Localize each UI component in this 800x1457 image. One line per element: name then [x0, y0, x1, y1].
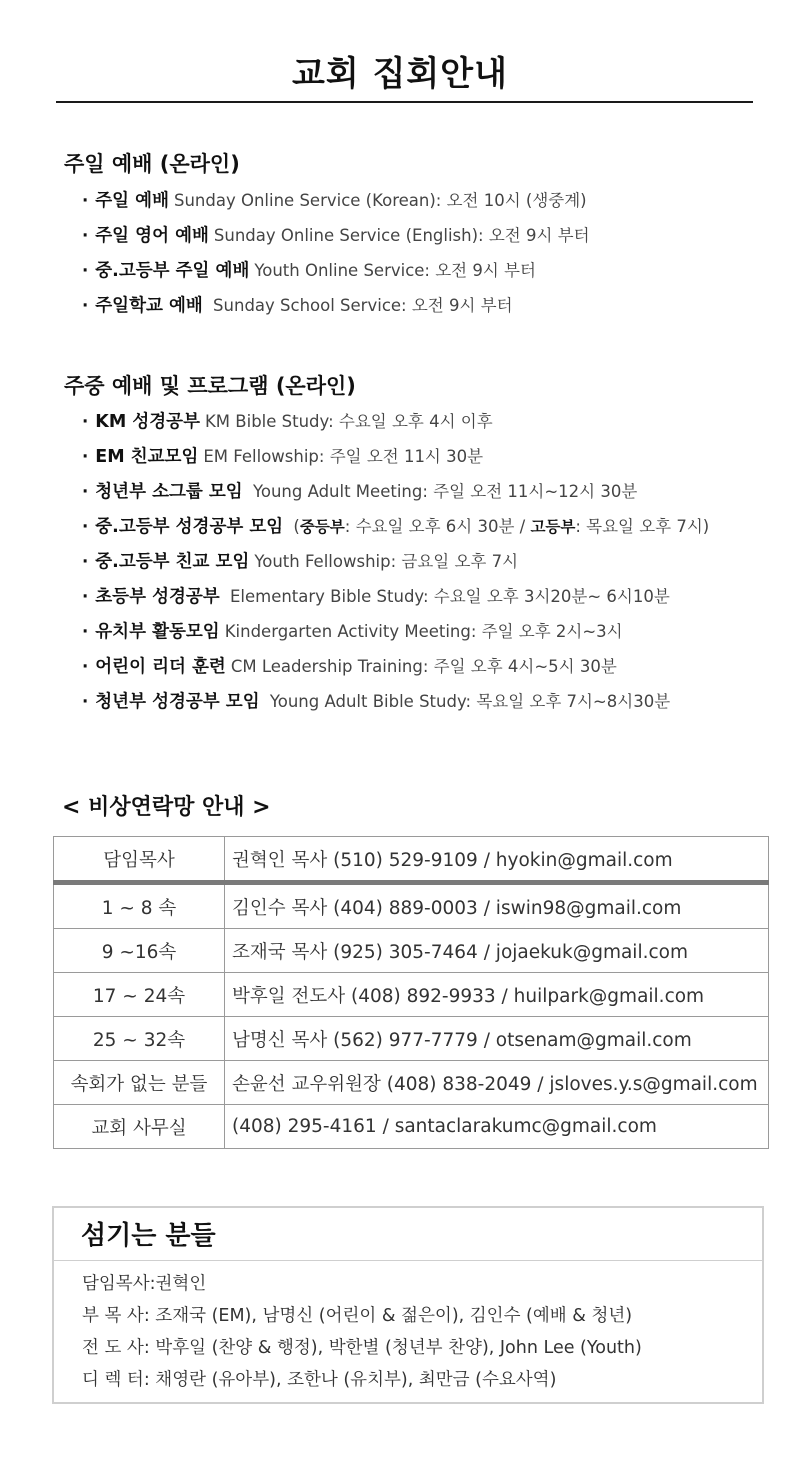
list-item: · 중.고등부 성경공부 모임 (중등부: 수요일 오후 6시 30분 / 고등부: 목요일 오후 7시)	[82, 517, 710, 537]
program-detail: KM Bible Study: 수요일 오후 4시 이후	[204, 412, 493, 431]
program-detail: : 수요일 오후 6시 30분 /	[344, 517, 531, 536]
program-name: KM 성경공부	[95, 412, 200, 432]
program-detail: Young Adult Bible Study: 목요일 오후 7시~8시30분	[264, 692, 671, 711]
service-detail: Sunday Online Service (English): 오전 9시 부터	[213, 226, 590, 245]
emergency-contacts-table	[53, 836, 769, 1149]
contact-group: 9 ~16속	[54, 929, 225, 973]
program-detail: CM Leadership Training: 주일 오후 4시~5시 30분	[230, 657, 617, 676]
table-row	[54, 1105, 769, 1149]
emergency-contacts-heading: < 비상연락망 안내 >	[62, 795, 271, 820]
servers-heading: 섬기는 분들	[81, 1221, 216, 1251]
list-item: · 청년부 소그룹 모임 Young Adult Meeting: 주일 오전 11시~12시 30분	[82, 482, 638, 502]
table-row	[54, 929, 769, 973]
service-detail: Sunday School Service: 오전 9시 부터	[207, 296, 513, 315]
service-name: 주일 영어 예배	[95, 226, 209, 246]
program-detail: Youth Fellowship: 금요일 오후 7시	[254, 552, 519, 571]
contact-group: 담임목사	[54, 837, 225, 883]
contact-info: 조재국 목사 (925) 305-7464 / jojaekuk@gmail.com	[225, 929, 769, 973]
program-name: 유치부 활동모임	[95, 622, 220, 642]
program-detail: Young Adult Meeting: 주일 오전 11시~12시 30분	[247, 482, 638, 501]
table-row	[54, 1061, 769, 1105]
contact-group: 교회 사무실	[54, 1105, 225, 1149]
program-name: 청년부 소그룹 모임	[95, 482, 243, 502]
list-item: · 유치부 활동모임 Kindergarten Activity Meeting: 주일 오후 2시~3시	[82, 622, 623, 642]
program-subgroup: 고등부	[530, 518, 576, 536]
contact-info: 권혁인 목사 (510) 529-9109 / hyokin@gmail.com	[225, 837, 769, 883]
servers-box	[52, 1206, 764, 1404]
contact-info: 박후일 전도사 (408) 892-9933 / huilpark@gmail.com	[225, 973, 769, 1017]
service-detail: Sunday Online Service (Korean): 오전 10시 (생중계)	[174, 191, 587, 210]
list-item: · 주일 영어 예배 Sunday Online Service (English): 오전 9시 부터	[82, 226, 590, 246]
program-name: 중.고등부 성경공부 모임	[95, 517, 284, 537]
program-subgroup: 중등부	[299, 518, 345, 536]
program-detail: (	[288, 517, 300, 536]
program-detail: Elementary Bible Study: 수요일 오후 3시20분~ 6시10분	[224, 587, 670, 606]
table-row	[54, 883, 769, 929]
list-item: · 초등부 성경공부 Elementary Bible Study: 수요일 오후 3시20분~ 6시10분	[82, 587, 670, 607]
sunday-services-list	[82, 183, 590, 323]
list-item: 디 렉 터: 채영란 (유아부), 조한나 (유치부), 최만금 (수요사역)	[82, 1370, 557, 1390]
program-name: 청년부 성경공부 모임	[95, 692, 260, 712]
list-item: 담임목사:권혁인	[82, 1274, 207, 1294]
program-detail: EM Fellowship: 주일 오전 11시 30분	[203, 447, 484, 466]
list-item: · 청년부 성경공부 모임 Young Adult Bible Study: 목요일 오후 7시~8시30분	[82, 692, 671, 712]
program-name: 어린이 리더 훈련	[95, 657, 226, 677]
sunday-services-heading: 주일 예배 (온라인)	[64, 152, 240, 176]
contact-group: 속회가 없는 분들	[54, 1061, 225, 1105]
contact-info: 김인수 목사 (404) 889-0003 / iswin98@gmail.com	[225, 883, 769, 929]
service-name: 주일학교 예배	[95, 296, 203, 316]
list-item: · 어린이 리더 훈련 CM Leadership Training: 주일 오후 4시~5시 30분	[82, 657, 617, 677]
service-name: 주일 예배	[95, 191, 169, 211]
program-name: 초등부 성경공부	[95, 587, 220, 607]
list-item: 부 목 사: 조재국 (EM), 남명신 (어린이 & 젊은이), 김인수 (예배 & 청년)	[82, 1306, 633, 1326]
program-name: 중.고등부 친교 모임	[95, 552, 250, 572]
table-row	[54, 973, 769, 1017]
servers-list	[82, 1268, 642, 1396]
contact-group: 17 ~ 24속	[54, 973, 225, 1017]
program-detail: Kindergarten Activity Meeting: 주일 오후 2시~3시	[224, 622, 623, 641]
page-title: 교회 집회안내	[292, 54, 508, 94]
service-name: 중.고등부 주일 예배	[95, 261, 250, 281]
list-item: · KM 성경공부 KM Bible Study: 수요일 오후 4시 이후	[82, 412, 493, 432]
list-item: · 중.고등부 친교 모임 Youth Fellowship: 금요일 오후 7시	[82, 552, 519, 572]
weekday-programs-list	[82, 404, 709, 719]
weekday-programs-heading: 주중 예배 및 프로그램 (온라인)	[64, 374, 356, 398]
list-item: · EM 친교모임 EM Fellowship: 주일 오전 11시 30분	[82, 447, 484, 467]
servers-header	[54, 1208, 762, 1261]
contact-group: 1 ~ 8 속	[54, 883, 225, 929]
program-name: EM 친교모임	[95, 447, 199, 467]
table-row	[54, 837, 769, 883]
program-detail: : 목요일 오후 7시)	[575, 517, 710, 536]
contact-info: (408) 295-4161 / santaclarakumc@gmail.com	[225, 1105, 769, 1149]
table-row	[54, 1017, 769, 1061]
contact-group: 25 ~ 32속	[54, 1017, 225, 1061]
list-item: · 주일학교 예배 Sunday School Service: 오전 9시 부터	[82, 296, 513, 316]
contact-info: 손윤선 교우위원장 (408) 838-2049 / jsloves.y.s@gmail.com	[225, 1061, 769, 1105]
list-item: · 중.고등부 주일 예배 Youth Online Service: 오전 9시 부터	[82, 261, 536, 281]
service-detail: Youth Online Service: 오전 9시 부터	[254, 261, 536, 280]
list-item: 전 도 사: 박후일 (찬양 & 행정), 박한별 (청년부 찬양), John Lee (Youth)	[82, 1338, 642, 1358]
title-divider	[56, 101, 753, 103]
contact-info: 남명신 목사 (562) 977-7779 / otsenam@gmail.com	[225, 1017, 769, 1061]
list-item: · 주일 예배 Sunday Online Service (Korean): 오전 10시 (생중계)	[82, 191, 587, 211]
